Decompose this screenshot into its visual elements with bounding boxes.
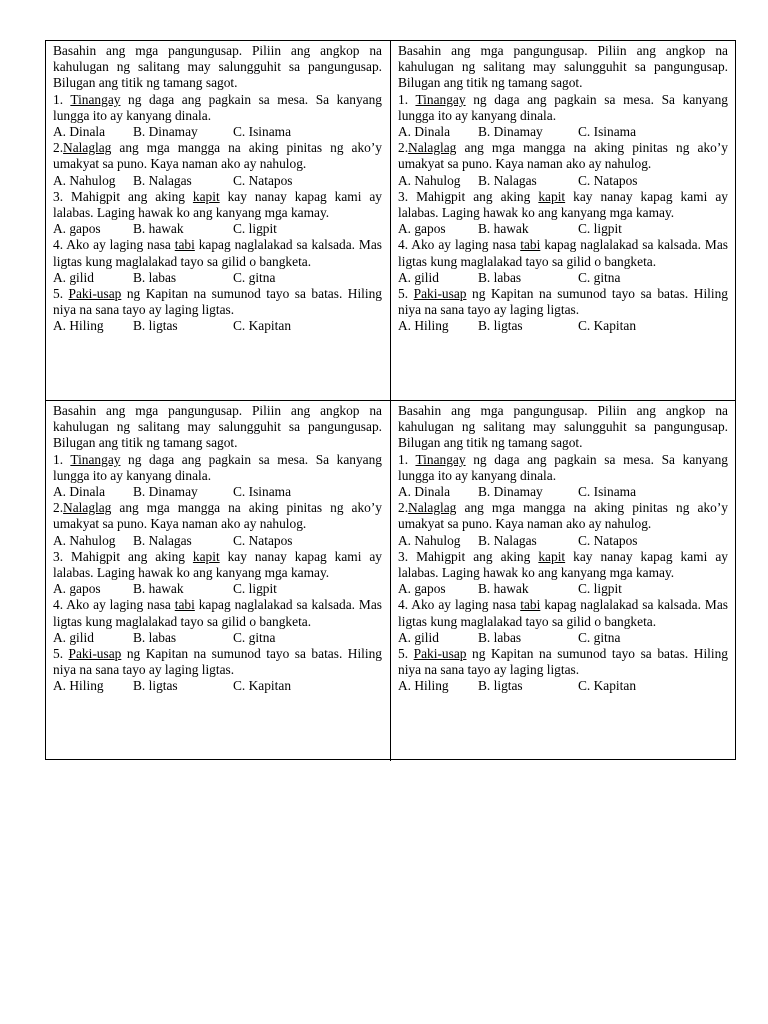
choice-c[interactable]: C. gitna — [578, 629, 621, 645]
question-2-choices — [53, 533, 382, 549]
question-5-choices — [398, 318, 728, 334]
question-3-choices — [398, 581, 728, 597]
choice-c[interactable]: C. ligpit — [578, 581, 622, 597]
underlined-word: Tinangay — [415, 91, 466, 107]
choice-c[interactable]: C. gitna — [233, 269, 276, 285]
question-1-choices — [398, 124, 728, 140]
choice-b[interactable]: B. labas — [478, 629, 522, 645]
choice-a[interactable]: A. gapos — [398, 581, 446, 597]
choice-a[interactable]: A. Dinala — [398, 484, 451, 500]
choice-b[interactable]: B. ligtas — [133, 678, 178, 694]
choice-a[interactable]: A. Hiling — [53, 318, 104, 334]
choice-b[interactable]: B. Nalagas — [478, 532, 537, 548]
choice-b[interactable]: B. Dinamay — [478, 484, 543, 500]
question-3-choices — [398, 221, 728, 237]
choice-c[interactable]: C. Kapitan — [233, 678, 292, 694]
underlined-word: kapit — [192, 548, 220, 564]
choice-a[interactable]: A. gapos — [53, 581, 101, 597]
choice-b[interactable]: B. ligtas — [133, 318, 178, 334]
choice-c[interactable]: C. Isinama — [578, 484, 637, 500]
choice-c[interactable]: C. Isinama — [233, 124, 292, 140]
question-5-choices — [53, 678, 382, 694]
choice-c[interactable]: C. Natapos — [233, 172, 293, 188]
question-2-choices — [53, 173, 382, 189]
underlined-word: tabi — [174, 597, 195, 613]
choice-c[interactable]: C. Kapitan — [233, 318, 292, 334]
question-1-choices — [398, 484, 728, 500]
choice-a[interactable]: A. gapos — [53, 221, 101, 237]
question-2: 2.Nalaglag ang mga mangga na aking pinitas ng ako’y umakyat sa puno. Kaya naman ako ay nahulog. — [53, 500, 382, 532]
choice-c[interactable]: C. Natapos — [578, 172, 638, 188]
question-3-choices — [53, 581, 382, 597]
underlined-word: Paki-usap — [68, 646, 122, 662]
choice-c[interactable]: C. ligpit — [233, 221, 277, 237]
choice-a[interactable]: A. Hiling — [398, 678, 449, 694]
choice-c[interactable]: C. Natapos — [233, 532, 293, 548]
choice-a[interactable]: A. Dinala — [53, 124, 106, 140]
choice-b[interactable]: B. Dinamay — [133, 484, 198, 500]
question-2: 2.Nalaglag ang mga mangga na aking pinitas ng ako’y umakyat sa puno. Kaya naman ako ay nahulog. — [53, 140, 382, 172]
choice-a[interactable]: A. Dinala — [53, 484, 106, 500]
underlined-word: Tinangay — [415, 451, 466, 467]
question-1: 1. Tinangay ng daga ang pagkain sa mesa. Sa kanyang lungga ito ay kanyang dinala. — [53, 451, 382, 483]
worksheet-cell-bottom-right — [391, 401, 736, 761]
underlined-word: kapit — [192, 188, 220, 204]
choice-a[interactable]: A. gilid — [53, 269, 94, 285]
choice-a[interactable]: A. Nahulog — [398, 172, 461, 188]
question-3: 3. Mahigpit ang aking kapit kay nanay kapag kami ay lalabas. Laging hawak ko ang kanyang mga kamay. — [398, 548, 728, 581]
instruction-text: Basahin ang mga pangungusap. Piliin ang angkop na kahulugan ng salitang may salungguhit sa pangungusap. Bilugan ang titik ng tamang sagot. — [53, 403, 382, 451]
underlined-word: Nalaglag — [408, 500, 457, 516]
underlined-word: kapit — [538, 548, 566, 564]
choice-c[interactable]: C. Isinama — [578, 124, 637, 140]
choice-b[interactable]: B. hawak — [478, 221, 529, 237]
underlined-word: Nalaglag — [408, 140, 457, 156]
choice-b[interactable]: B. Nalagas — [478, 172, 537, 188]
underlined-word: Paki-usap — [413, 286, 467, 302]
question-5: 5. Paki-usap ng Kapitan na sumunod tayo sa batas. Hiling niya na sana tayo ay laging ligtas. — [53, 646, 382, 678]
choice-c[interactable]: C. Natapos — [578, 532, 638, 548]
choice-b[interactable]: B. hawak — [133, 221, 184, 237]
worksheet-grid — [45, 40, 736, 760]
question-1: 1. Tinangay ng daga ang pagkain sa mesa. Sa kanyang lungga ito ay kanyang dinala. — [398, 91, 728, 123]
question-4: 4. Ako ay laging nasa tabi kapag naglalakad sa kalsada. Mas ligtas kung maglalakad tayo sa gilid o bangketa. — [53, 597, 382, 629]
question-2: 2.Nalaglag ang mga mangga na aking pinitas ng ako’y umakyat sa puno. Kaya naman ako ay nahulog. — [398, 500, 728, 532]
question-5: 5. Paki-usap ng Kapitan na sumunod tayo sa batas. Hiling niya na sana tayo ay laging ligtas. — [398, 646, 728, 678]
choice-c[interactable]: C. Kapitan — [578, 678, 637, 694]
underlined-word: Paki-usap — [413, 646, 467, 662]
choice-a[interactable]: A. Dinala — [398, 124, 451, 140]
instruction-text: Basahin ang mga pangungusap. Piliin ang angkop na kahulugan ng salitang may salungguhit sa pangungusap. Bilugan ang titik ng tamang sagot. — [53, 43, 382, 91]
question-2-choices — [398, 173, 728, 189]
underlined-word: tabi — [174, 237, 195, 253]
question-4: 4. Ako ay laging nasa tabi kapag naglalakad sa kalsada. Mas ligtas kung maglalakad tayo sa gilid o bangketa. — [398, 237, 728, 269]
choice-c[interactable]: C. gitna — [233, 629, 276, 645]
question-4: 4. Ako ay laging nasa tabi kapag naglalakad sa kalsada. Mas ligtas kung maglalakad tayo sa gilid o bangketa. — [398, 597, 728, 629]
choice-b[interactable]: B. Nalagas — [133, 172, 192, 188]
question-5: 5. Paki-usap ng Kapitan na sumunod tayo sa batas. Hiling niya na sana tayo ay laging ligtas. — [53, 286, 382, 318]
choice-a[interactable]: A. Hiling — [398, 318, 449, 334]
choice-b[interactable]: B. Dinamay — [133, 124, 198, 140]
choice-a[interactable]: A. Nahulog — [53, 532, 116, 548]
underlined-word: Nalaglag — [63, 500, 112, 516]
question-1: 1. Tinangay ng daga ang pagkain sa mesa. Sa kanyang lungga ito ay kanyang dinala. — [53, 91, 382, 123]
choice-a[interactable]: A. gilid — [53, 629, 94, 645]
choice-a[interactable]: A. gilid — [398, 629, 439, 645]
choice-b[interactable]: B. labas — [133, 629, 177, 645]
choice-b[interactable]: B. hawak — [133, 581, 184, 597]
choice-b[interactable]: B. labas — [478, 269, 522, 285]
question-2: 2.Nalaglag ang mga mangga na aking pinitas ng ako’y umakyat sa puno. Kaya naman ako ay nahulog. — [398, 140, 728, 172]
question-4: 4. Ako ay laging nasa tabi kapag naglalakad sa kalsada. Mas ligtas kung maglalakad tayo sa gilid o bangketa. — [53, 237, 382, 269]
underlined-word: Tinangay — [70, 91, 121, 107]
question-4-choices — [53, 630, 382, 646]
question-1: 1. Tinangay ng daga ang pagkain sa mesa. Sa kanyang lungga ito ay kanyang dinala. — [398, 451, 728, 483]
choice-a[interactable]: A. Hiling — [53, 678, 104, 694]
question-5-choices — [53, 318, 382, 334]
worksheet-cell-top-right — [391, 41, 736, 401]
choice-a[interactable]: A. gilid — [398, 269, 439, 285]
underlined-word: tabi — [520, 237, 541, 253]
choice-b[interactable]: B. ligtas — [478, 318, 523, 334]
question-5: 5. Paki-usap ng Kapitan na sumunod tayo sa batas. Hiling niya na sana tayo ay laging ligtas. — [398, 286, 728, 318]
choice-b[interactable]: B. Dinamay — [478, 124, 543, 140]
choice-c[interactable]: C. Isinama — [233, 484, 292, 500]
question-2-choices — [398, 533, 728, 549]
choice-a[interactable]: A. gapos — [398, 221, 446, 237]
choice-b[interactable]: B. ligtas — [478, 678, 523, 694]
worksheet-cell-bottom-left — [46, 401, 391, 761]
choice-a[interactable]: A. Nahulog — [53, 172, 116, 188]
worksheet-cell-top-left — [46, 41, 391, 401]
question-3: 3. Mahigpit ang aking kapit kay nanay kapag kami ay lalabas. Laging hawak ko ang kanyang mga kamay. — [398, 188, 728, 221]
question-1-choices — [53, 124, 382, 140]
choice-b[interactable]: B. Nalagas — [133, 532, 192, 548]
question-3: 3. Mahigpit ang aking kapit kay nanay kapag kami ay lalabas. Laging hawak ko ang kanyang mga kamay. — [53, 548, 382, 581]
question-4-choices — [398, 630, 728, 646]
underlined-word: Nalaglag — [63, 140, 112, 156]
question-3: 3. Mahigpit ang aking kapit kay nanay kapag kami ay lalabas. Laging hawak ko ang kanyang mga kamay. — [53, 188, 382, 221]
choice-c[interactable]: C. ligpit — [578, 221, 622, 237]
question-4-choices — [398, 270, 728, 286]
question-3-choices — [53, 221, 382, 237]
choice-a[interactable]: A. Nahulog — [398, 532, 461, 548]
choice-c[interactable]: C. gitna — [578, 269, 621, 285]
instruction-text: Basahin ang mga pangungusap. Piliin ang angkop na kahulugan ng salitang may salungguhit sa pangungusap. Bilugan ang titik ng tamang sagot. — [398, 43, 728, 91]
choice-b[interactable]: B. hawak — [478, 581, 529, 597]
instruction-text: Basahin ang mga pangungusap. Piliin ang angkop na kahulugan ng salitang may salungguhit sa pangungusap. Bilugan ang titik ng tamang sagot. — [398, 403, 728, 451]
question-1-choices — [53, 484, 382, 500]
choice-c[interactable]: C. ligpit — [233, 581, 277, 597]
underlined-word: Tinangay — [70, 451, 121, 467]
question-5-choices — [398, 678, 728, 694]
choice-b[interactable]: B. labas — [133, 269, 177, 285]
question-4-choices — [53, 270, 382, 286]
choice-c[interactable]: C. Kapitan — [578, 318, 637, 334]
underlined-word: kapit — [538, 188, 566, 204]
underlined-word: Paki-usap — [68, 286, 122, 302]
underlined-word: tabi — [520, 597, 541, 613]
